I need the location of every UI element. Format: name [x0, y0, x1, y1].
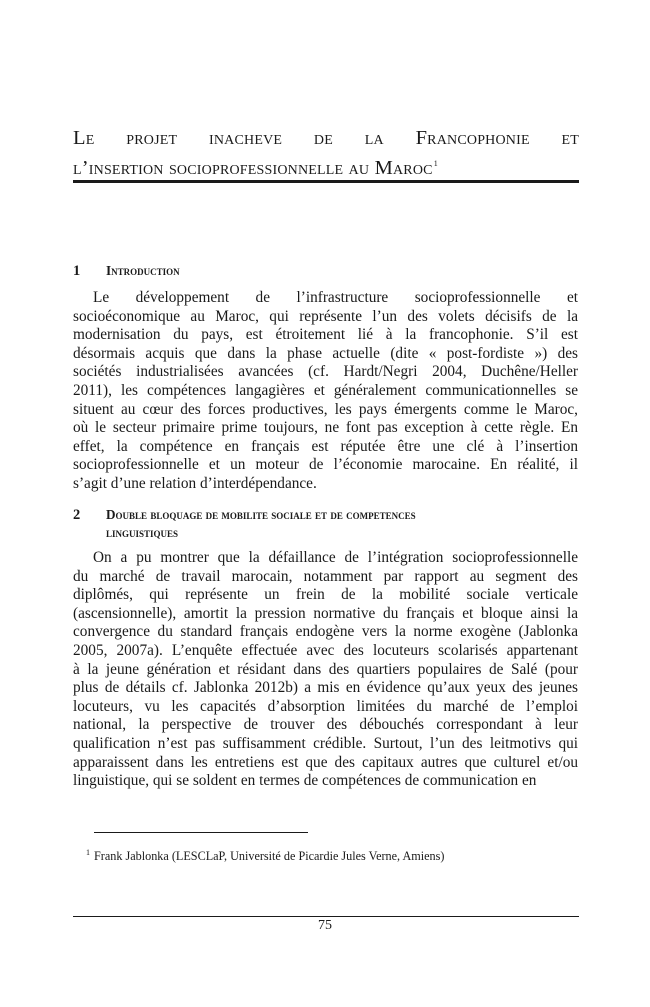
section-1-paragraph-line: s’agit d’une relation d’interdépendance. — [73, 474, 317, 492]
section-2-paragraph-line: du marché de travail marocain, notamment par rapport au segment des — [73, 567, 578, 585]
section-2-paragraph-line: qualification n’est pas suffisamment crédible. Surtout, l’un des leitmotivs qui — [73, 734, 578, 752]
title-line-1: Le projet inacheve de la Francophonie et — [73, 127, 579, 149]
footer-rule — [73, 916, 579, 917]
section-2-paragraph-line: linguistique, qui se soldent en termes de compétences de communication en — [73, 772, 537, 790]
section-1-paragraph-line: désormais acquis que dans la phase actuelle (dite « post-fordiste ») des — [73, 344, 578, 362]
title-line-2 — [73, 153, 579, 183]
section-2-title-line-2: linguistiques — [106, 525, 179, 540]
section-1-heading — [73, 262, 579, 280]
footnote-marker: 1 — [86, 848, 90, 857]
section-1-paragraph-line: situent au cœur des forces productives, les pays émergents comme le Maroc, — [73, 400, 578, 418]
footnote-text: Frank Jablonka (LESCLaP, Université de Picardie Jules Verne, Amiens) — [94, 849, 445, 864]
section-2-paragraph-line: plus de détails cf. Jablonka 2012b) a mis en évidence qu’aux yeux des jeunes — [73, 679, 578, 697]
section-1-paragraph-line: socioprofessionnelle et un moteur de l’économie marocaine. En réalité, il — [73, 456, 578, 474]
footnote-separator — [94, 832, 308, 833]
section-2-paragraph-line: 2005, 2007a). L’enquête effectuée avec des locuteurs scolarisés appartenant — [73, 641, 578, 659]
section-2-paragraph — [73, 549, 578, 791]
section-1-paragraph-line: sociétés industrialisées avancées (cf. Hardt/Negri 2004, Duchêne/Heller — [73, 363, 578, 381]
section-1-paragraph-line: socioéconomique au Maroc, qui représente l’un des volets décisifs de la — [73, 307, 578, 325]
page-title — [73, 123, 579, 183]
section-1-paragraph-line: où le secteur primaire prime toujours, ne font pas exception à cette règle. En — [73, 419, 578, 437]
section-1-paragraph-line: 2011), les compétences langagières et généralement communicationnelles se — [73, 381, 578, 399]
section-1-title — [106, 262, 576, 280]
section-2-title-line-1: Double bloquage de mobilite sociale et de competences — [106, 507, 416, 522]
section-1-paragraph — [73, 289, 578, 494]
page-number: 75 — [318, 918, 332, 933]
section-2-paragraph-line: diplômés, qui représente un frein de la mobilité sociale verticale — [73, 586, 578, 604]
section-1-paragraph-line: effet, la compétence en français est réputée être une clé à l’insertion — [73, 437, 578, 455]
section-2-paragraph-line: locuteurs, vu les capacités d’absorption limitées du marché de l’emploi — [73, 697, 578, 715]
footnote — [86, 848, 444, 864]
section-2-paragraph-line: apparaissent dans les entretiens est que des capitaux autres que culturel et/ou — [73, 753, 578, 771]
section-2-paragraph-line: à la jeune génération et résidant dans des quartiers populaires de Salé (pour — [73, 660, 578, 678]
section-1-number: 1 — [73, 263, 81, 279]
section-1-title-text: Introduction — [106, 263, 180, 278]
section-2-paragraph-line: (ascensionnelle), amortit la pression normative du français et bloque ainsi la — [73, 604, 578, 622]
section-2-paragraph-line: convergence du standard français endogène vers la norme exogène (Jablonka — [73, 623, 578, 641]
title-footnote-ref[interactable]: 1 — [433, 159, 438, 169]
section-2-number: 2 — [73, 507, 81, 523]
section-2-paragraph-line: national, la perspective de trouver des débouchés correspondant à leur — [73, 716, 578, 734]
title-underline — [73, 180, 579, 183]
section-1-paragraph-line: Le développement de l’infrastructure socioprofessionnelle et — [93, 289, 578, 306]
section-2-title — [106, 506, 576, 542]
section-2-heading — [73, 506, 579, 542]
section-1-paragraph-line: modernisation du pays, est étroitement lié à la francophonie. S’il est — [73, 326, 578, 344]
section-2-paragraph-line: On a pu montrer que la défaillance de l’intégration socioprofessionnelle — [93, 549, 578, 566]
title-line-2-text: l’insertion socioprofessionnelle au Maroc — [73, 157, 433, 179]
